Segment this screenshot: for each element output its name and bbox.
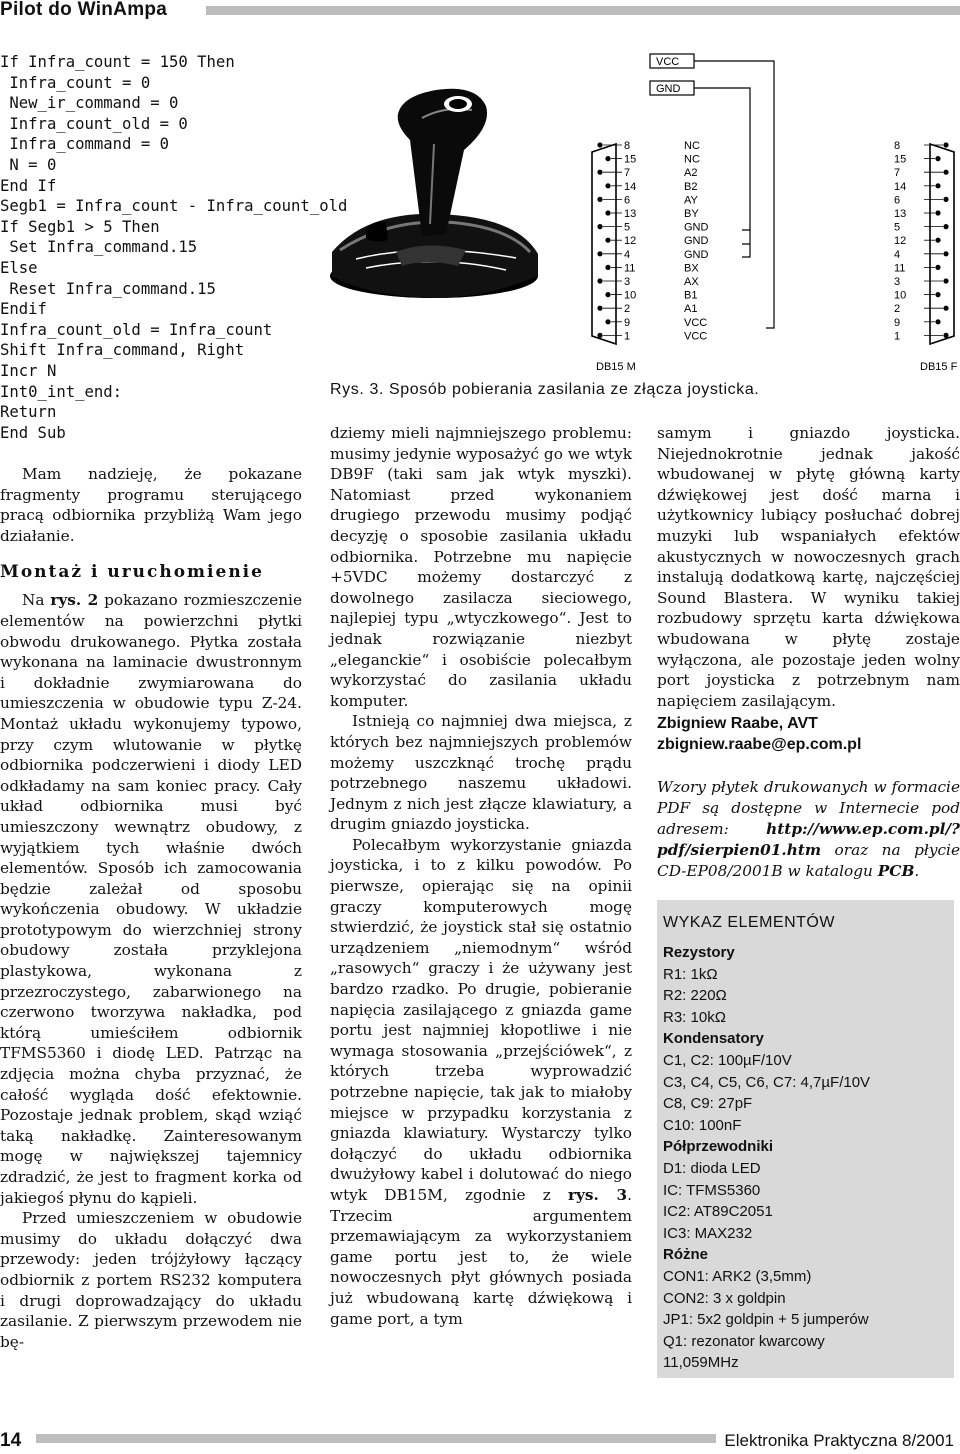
parts-item: IC2: AT89C2051 <box>663 1203 773 1221</box>
assembly-text <box>0 590 302 1208</box>
db15f-pin-dot <box>935 265 940 270</box>
db15f-pin-number: 12 <box>894 235 907 248</box>
db15m-pin-number: 11 <box>624 262 636 275</box>
pin-row <box>597 303 948 315</box>
db15m-pin-number: 10 <box>624 289 637 302</box>
code-line: Infra_command = 0 <box>0 135 169 154</box>
parts-category: Kondensatory <box>663 1030 764 1048</box>
pin-row <box>605 235 940 247</box>
db15m-pin-dot <box>605 156 610 161</box>
intro-paragraph <box>0 464 302 546</box>
db15f-pin-dot <box>943 278 948 283</box>
code-line: End Sub <box>0 423 66 442</box>
pin-signal-name: B2 <box>684 180 698 193</box>
db15m-connector <box>592 144 616 344</box>
figure-ref-number: 2 <box>87 591 99 610</box>
pin-signal-name: GND <box>684 221 709 234</box>
db15m-pin-number: 5 <box>624 221 631 234</box>
parts-item: R1: 1kΩ <box>663 965 718 983</box>
db15m-pin-dot <box>597 224 602 229</box>
joystick-illustration <box>330 89 538 298</box>
db15f-connector <box>930 144 954 344</box>
db15f-pin-number: 4 <box>894 248 901 261</box>
db15m-pin-number: 4 <box>624 248 631 261</box>
pin-signal-name: VCC <box>684 316 708 329</box>
pin-row <box>597 167 948 179</box>
author-email[interactable]: zbigniew.raabe@ep.com.pl <box>657 736 862 754</box>
page-header-title: Pilot do WinAmpa <box>0 0 168 20</box>
pin-signal-name: BX <box>684 262 699 275</box>
db15m-pin-dot <box>605 238 610 243</box>
db15f-pin-number: 7 <box>894 167 901 180</box>
parts-category: Rezystory <box>663 944 735 961</box>
parts-item: Q1: rezonator kwarcowy <box>663 1332 825 1350</box>
code-line: Infra_count = 0 <box>0 73 151 92</box>
note-end: . <box>914 862 920 881</box>
section-heading: Montaż i uruchomienie <box>0 562 264 583</box>
pin-signal-name: VCC <box>684 330 708 343</box>
db15m-label: DB15 M <box>596 361 636 373</box>
db15m-pin-number: 2 <box>624 303 631 316</box>
db15f-pin-number: 3 <box>894 276 901 288</box>
parts-category: Różne <box>663 1246 708 1264</box>
parts-item: IC3: MAX232 <box>663 1224 753 1242</box>
db15f-pin-dot <box>943 333 948 338</box>
pin-row <box>605 181 940 193</box>
db15f-pin-dot <box>935 210 940 215</box>
assembly-text-body: pokazano rozmieszczenie elementów na powierzchni płytki obwodu drukowanego. Płytka została wykonana na laminacie dwustronnym i dokładnie zwymiarowana do umieszczenia w obudowie typu Z-24. Montaż układu wykonujemy typowo, przy czym wlutowanie w płytkę odbiornika podczerwieni i diody LED odkładamy na sam koniec pracy. Cały układ odbiornika musi być umieszczony wewnątrz obudowy, z wyjątkiem tych właśnie dwóch elementów. Sposób ich zamocowania będzie zależał od sposobu wykończenia obudowy. W układzie prototypowym do wierzchniej strony obudowy została przyklejona plastykowa, wykonana z przezroczystego, zabarwionego na czerwono tworzywa nakładka, pod którą umieściłem odbiornik TFMS5360 i diodę LED. Patrząc na zdjęcia można chyba przyznać, że całość wygląda dość efektownie. Pozostaje jednak problem, skąd wziąć taką nakładkę. Zainteresowanym mogę w największej tajemnicy zdradzić, że jest to fragment korka od jakiegoś płynu do kąpieli. <box>0 591 302 1207</box>
parts-item: 11,059MHz <box>663 1354 739 1372</box>
pin-row <box>605 208 940 220</box>
pin-signal-name: AY <box>684 194 698 207</box>
parts-list-box <box>657 900 954 1378</box>
code-line: Infra_count_old = 0 <box>0 114 188 133</box>
db15f-pin-dot <box>935 238 940 243</box>
db15m-pin-dot <box>605 183 610 188</box>
db15m-pin-dot <box>597 197 602 202</box>
parts-list-title: WYKAZ ELEMENTÓW <box>663 914 835 931</box>
parts-item: JP1: 5x2 goldpin + 5 jumperów <box>663 1311 869 1329</box>
parts-item: R2: 220Ω <box>663 987 727 1005</box>
note-text: Wzory płytek drukowanych w formacie PDF są dostępne w Internecie pod adresem: <box>657 778 960 839</box>
joystick-connector-diagram <box>326 44 960 414</box>
parts-item: C3, C4, C5, C6, C7: 4,7µF/10V <box>663 1073 871 1091</box>
pin-signal-name: B1 <box>684 289 698 302</box>
parts-item: D1: dioda LED <box>663 1159 761 1177</box>
db15f-pin-dot <box>943 197 948 202</box>
code-line: Set Infra_command.15 <box>0 238 198 257</box>
header-rule <box>206 6 960 15</box>
pin-signal-name: A1 <box>684 303 698 316</box>
code-line: Return <box>0 403 57 422</box>
vcc-label-box <box>650 54 694 68</box>
column-2-paragraph-3 <box>330 835 632 1329</box>
db15m-pin-dot <box>597 333 602 338</box>
footer-rule <box>36 1434 716 1443</box>
db15f-pin-number: 15 <box>894 153 907 166</box>
db15m-pin-dot <box>597 251 602 256</box>
db15f-pin-number: 1 <box>894 330 901 343</box>
db15f-pin-number: 9 <box>894 316 901 329</box>
parts-item: R3: 10kΩ <box>663 1008 726 1026</box>
code-line: Infra_count_old = Infra_count <box>0 320 273 339</box>
code-line: Segb1 = Infra_count - Infra_count_old <box>0 197 348 216</box>
code-line: N = 0 <box>0 155 57 174</box>
gnd-label: GND <box>656 83 681 95</box>
db15f-pin-dot <box>943 224 948 229</box>
code-line: Incr N <box>0 361 57 380</box>
column-2-paragraph-3-end: . Trzecim argumentem przemawiającym za wykorzystaniem game portu jest to, że wiele nowoczesnych płyt głównych posiada już wbudowaną kartę dźwiękową i game port, a tym <box>330 1185 632 1328</box>
db15m-pin-dot <box>597 142 602 147</box>
db15m-pin-dot <box>605 265 610 270</box>
db15m-pin-dot <box>605 292 610 297</box>
magazine-issue: Elektronika Praktyczna 8/2001 <box>724 1431 954 1450</box>
db15f-pin-number: 5 <box>894 221 901 234</box>
parts-item: C8, C9: 27pF <box>663 1095 753 1113</box>
db15m-pin-number: 12 <box>624 235 637 248</box>
author-name: Zbigniew Raabe, AVT <box>657 715 818 733</box>
pin-row <box>605 262 940 274</box>
code-line: End If <box>0 176 57 195</box>
parts-item: C10: 100nF <box>663 1116 742 1134</box>
parts-item: CON1: ARK2 (3,5mm) <box>663 1267 812 1285</box>
db15f-pin-number: 6 <box>894 194 901 207</box>
pin-row <box>597 249 948 261</box>
pin-row <box>605 317 940 329</box>
figure-ref-rys3: rys. 3 <box>567 1185 628 1204</box>
code-line: If Infra_count = 150 Then <box>0 53 235 71</box>
pin-row <box>597 330 948 342</box>
parts-category: Półprzewodniki <box>663 1138 774 1156</box>
vcc-label: VCC <box>656 56 680 68</box>
db15f-pin-dot <box>935 292 940 297</box>
pin-row <box>597 140 948 152</box>
code-listing <box>0 52 348 443</box>
pin-row <box>605 290 940 302</box>
code-line: Else <box>0 258 38 277</box>
db15f-pin-dot <box>935 183 940 188</box>
figure-ref-rys: rys. <box>50 591 82 610</box>
column-2-paragraph-1: dziemy mieli najmniejszego problemu: musimy jedynie wyposażyć go we wtyk DB9F (taki sam jak wtyk myszki). Natomiast przed wykonaniem drugiego przewodu musimy podjąć decyzję o sposobie zasilania układu odbiornika. Potrzebne mu napięcie +5VDC możemy dostarczyć z dowolnego zasilacza sieciowego, najlepiej typu „wtyczkowego“. Jest to jednak rozwiązanie niezbyt „eleganckie“ i osobiście polecałbym wykorzystać do zasilania układu komputer. <box>330 424 632 710</box>
code-line: If Segb1 > 5 Then <box>0 217 160 236</box>
db15f-pin-number: 11 <box>894 262 906 275</box>
db15m-pin-number: 13 <box>624 208 637 220</box>
assembly-paragraph <box>0 590 302 1352</box>
db15f-pin-dot <box>935 319 940 324</box>
pin-signal-name: GND <box>684 248 709 261</box>
note-text-2: oraz na płycie CD-EP08/2001B w katalogu <box>657 841 960 881</box>
column-2-paragraph-2: Istnieją co najmniej dwa miejsca, z których bez najmniejszych problemów możemy uszczknąć trochę prądu potrzebnego naszemu układowi. Jednym z nich jest złącze klawiatury, a drugim gniazdo joysticka. <box>330 712 632 834</box>
pin-row <box>597 222 948 234</box>
code-line: Endif <box>0 300 47 319</box>
pin-signal-name: A2 <box>684 167 698 180</box>
db15m-pin-dot <box>597 306 602 311</box>
db15f-pin-dot <box>943 170 948 175</box>
db15f-pin-dot <box>935 156 940 161</box>
code-line: Int0_int_end: <box>0 382 123 401</box>
pin-signal-name: GND <box>684 235 709 248</box>
db15m-pin-number: 9 <box>624 316 631 329</box>
db15m-pin-dot <box>605 210 610 215</box>
pin-signal-name: NC <box>684 153 700 166</box>
column-1 <box>0 464 302 1352</box>
db15f-pin-dot <box>943 142 948 147</box>
db15m-pin-number: 7 <box>624 167 631 180</box>
column-3-paragraph-1: samym i gniazdo joysticka. Niejednokrotnie jednak jakość wbudowanej w płytę główną karty dźwiękowej jest dość marna i użytkownicy lubiący posłuchać dobrej muzyki lub wspaniałych efektów akustycznych w nowoczesnych grach instalują dodatkową kartę, najczęściej Sound Blastera. W wyniku takiej rozbudowy sprzętu karta dźwiękowa wbudowana w płytę zostaje wyłączona, ale pozostaje jeden wolny port joysticka z potrzebnym nam napięciem zasilającym. <box>657 424 960 710</box>
power-wires <box>694 61 774 328</box>
note-url-link[interactable]: http://www.ep.com.pl/?pdf/sierpien01.htm <box>657 820 960 860</box>
column-2-paragraph-3-body: Polecałbym wykorzystanie gniazda joysticka, i to z kilku powodów. Po pierwsze, opierając się na opinii graczy komputerowych mogę stwierdzić, że joystick stał się ostatnio urządzeniem „niemodnym“ wśród „rasowych“ graczy i że używany jest bardzo rzadko. Po drugie, pobieranie napięcia zasilającego z gniazda game portu jest najmniej kłopotliwe i nie wymaga stosowania „przejściówek“, z których trzeba wyprowadzić potrzebne napięcie, tak jak to miałoby miejsce w przypadku korzystania z gniazda klawiatury. Wystarczy tylko dołączyć do układu odbiornika dwużyłowy kabel i dolutować do niego wtyk DB15M, zgodnie z <box>330 835 632 1204</box>
code-line: New_ir_command = 0 <box>0 94 179 113</box>
gnd-label-box <box>650 81 694 95</box>
code-line: Shift Infra_command, Right <box>0 341 245 360</box>
pin-signal-name: NC <box>684 140 700 152</box>
pin-row <box>597 276 948 288</box>
parts-item: C1, C2: 100µF/10V <box>663 1051 792 1069</box>
db15f-pin-dot <box>943 251 948 256</box>
column-3 <box>657 423 960 882</box>
db15m-pin-number: 6 <box>624 194 631 207</box>
code-line: Reset Infra_command.15 <box>0 279 216 298</box>
intro-text: Mam nadzieję, że pokazane fragmenty programu sterującego pracą odbiornika przybliżą Wam jego działanie. <box>0 465 302 545</box>
pin-signal-name: AX <box>684 276 699 288</box>
page-number: 14 <box>0 1430 22 1451</box>
db15f-pin-number: 13 <box>894 208 907 220</box>
parts-list-rows <box>657 942 954 1374</box>
pin-signal-name: BY <box>684 208 699 220</box>
db15f-pin-number: 10 <box>894 289 907 302</box>
db15f-pin-dot <box>943 306 948 311</box>
db15f-pin-number: 8 <box>894 140 901 152</box>
db15m-pin-number: 3 <box>624 276 631 288</box>
db15m-pin-number: 14 <box>624 180 637 193</box>
figure-caption: Rys. 3. Sposób pobierania zasilania ze złącza joysticka. <box>330 381 760 398</box>
assembly-text-start: Na <box>22 591 51 610</box>
db15m-pin-dot <box>605 319 610 324</box>
db15m-pin-dot <box>597 278 602 283</box>
pin-row <box>597 194 948 206</box>
pcb-download-note <box>657 777 960 882</box>
column-2 <box>330 423 632 1329</box>
parts-item: CON2: 3 x goldpin <box>663 1289 786 1307</box>
db15m-pin-dot <box>597 170 602 175</box>
db15f-label: DB15 F <box>920 361 958 373</box>
db15f-pin-number: 14 <box>894 180 907 193</box>
pin-row <box>605 154 940 166</box>
db15m-pin-number: 15 <box>624 153 637 166</box>
db15f-pin-number: 2 <box>894 303 901 316</box>
wiring-paragraph: Przed umieszczeniem w obudowie musimy do układu dołączyć dwa przewody: jeden trójżyłowy łączący odbiornik z portem RS232 komputera i drugi doprowadzający do układu zasilanie. Z pierwszym przewodem nie bę- <box>0 1209 302 1351</box>
parts-item: IC: TFMS5360 <box>663 1181 761 1199</box>
note-pcb-folder: PCB <box>877 862 915 881</box>
db15m-pin-number: 1 <box>624 330 631 343</box>
db15m-pin-number: 8 <box>624 140 631 152</box>
